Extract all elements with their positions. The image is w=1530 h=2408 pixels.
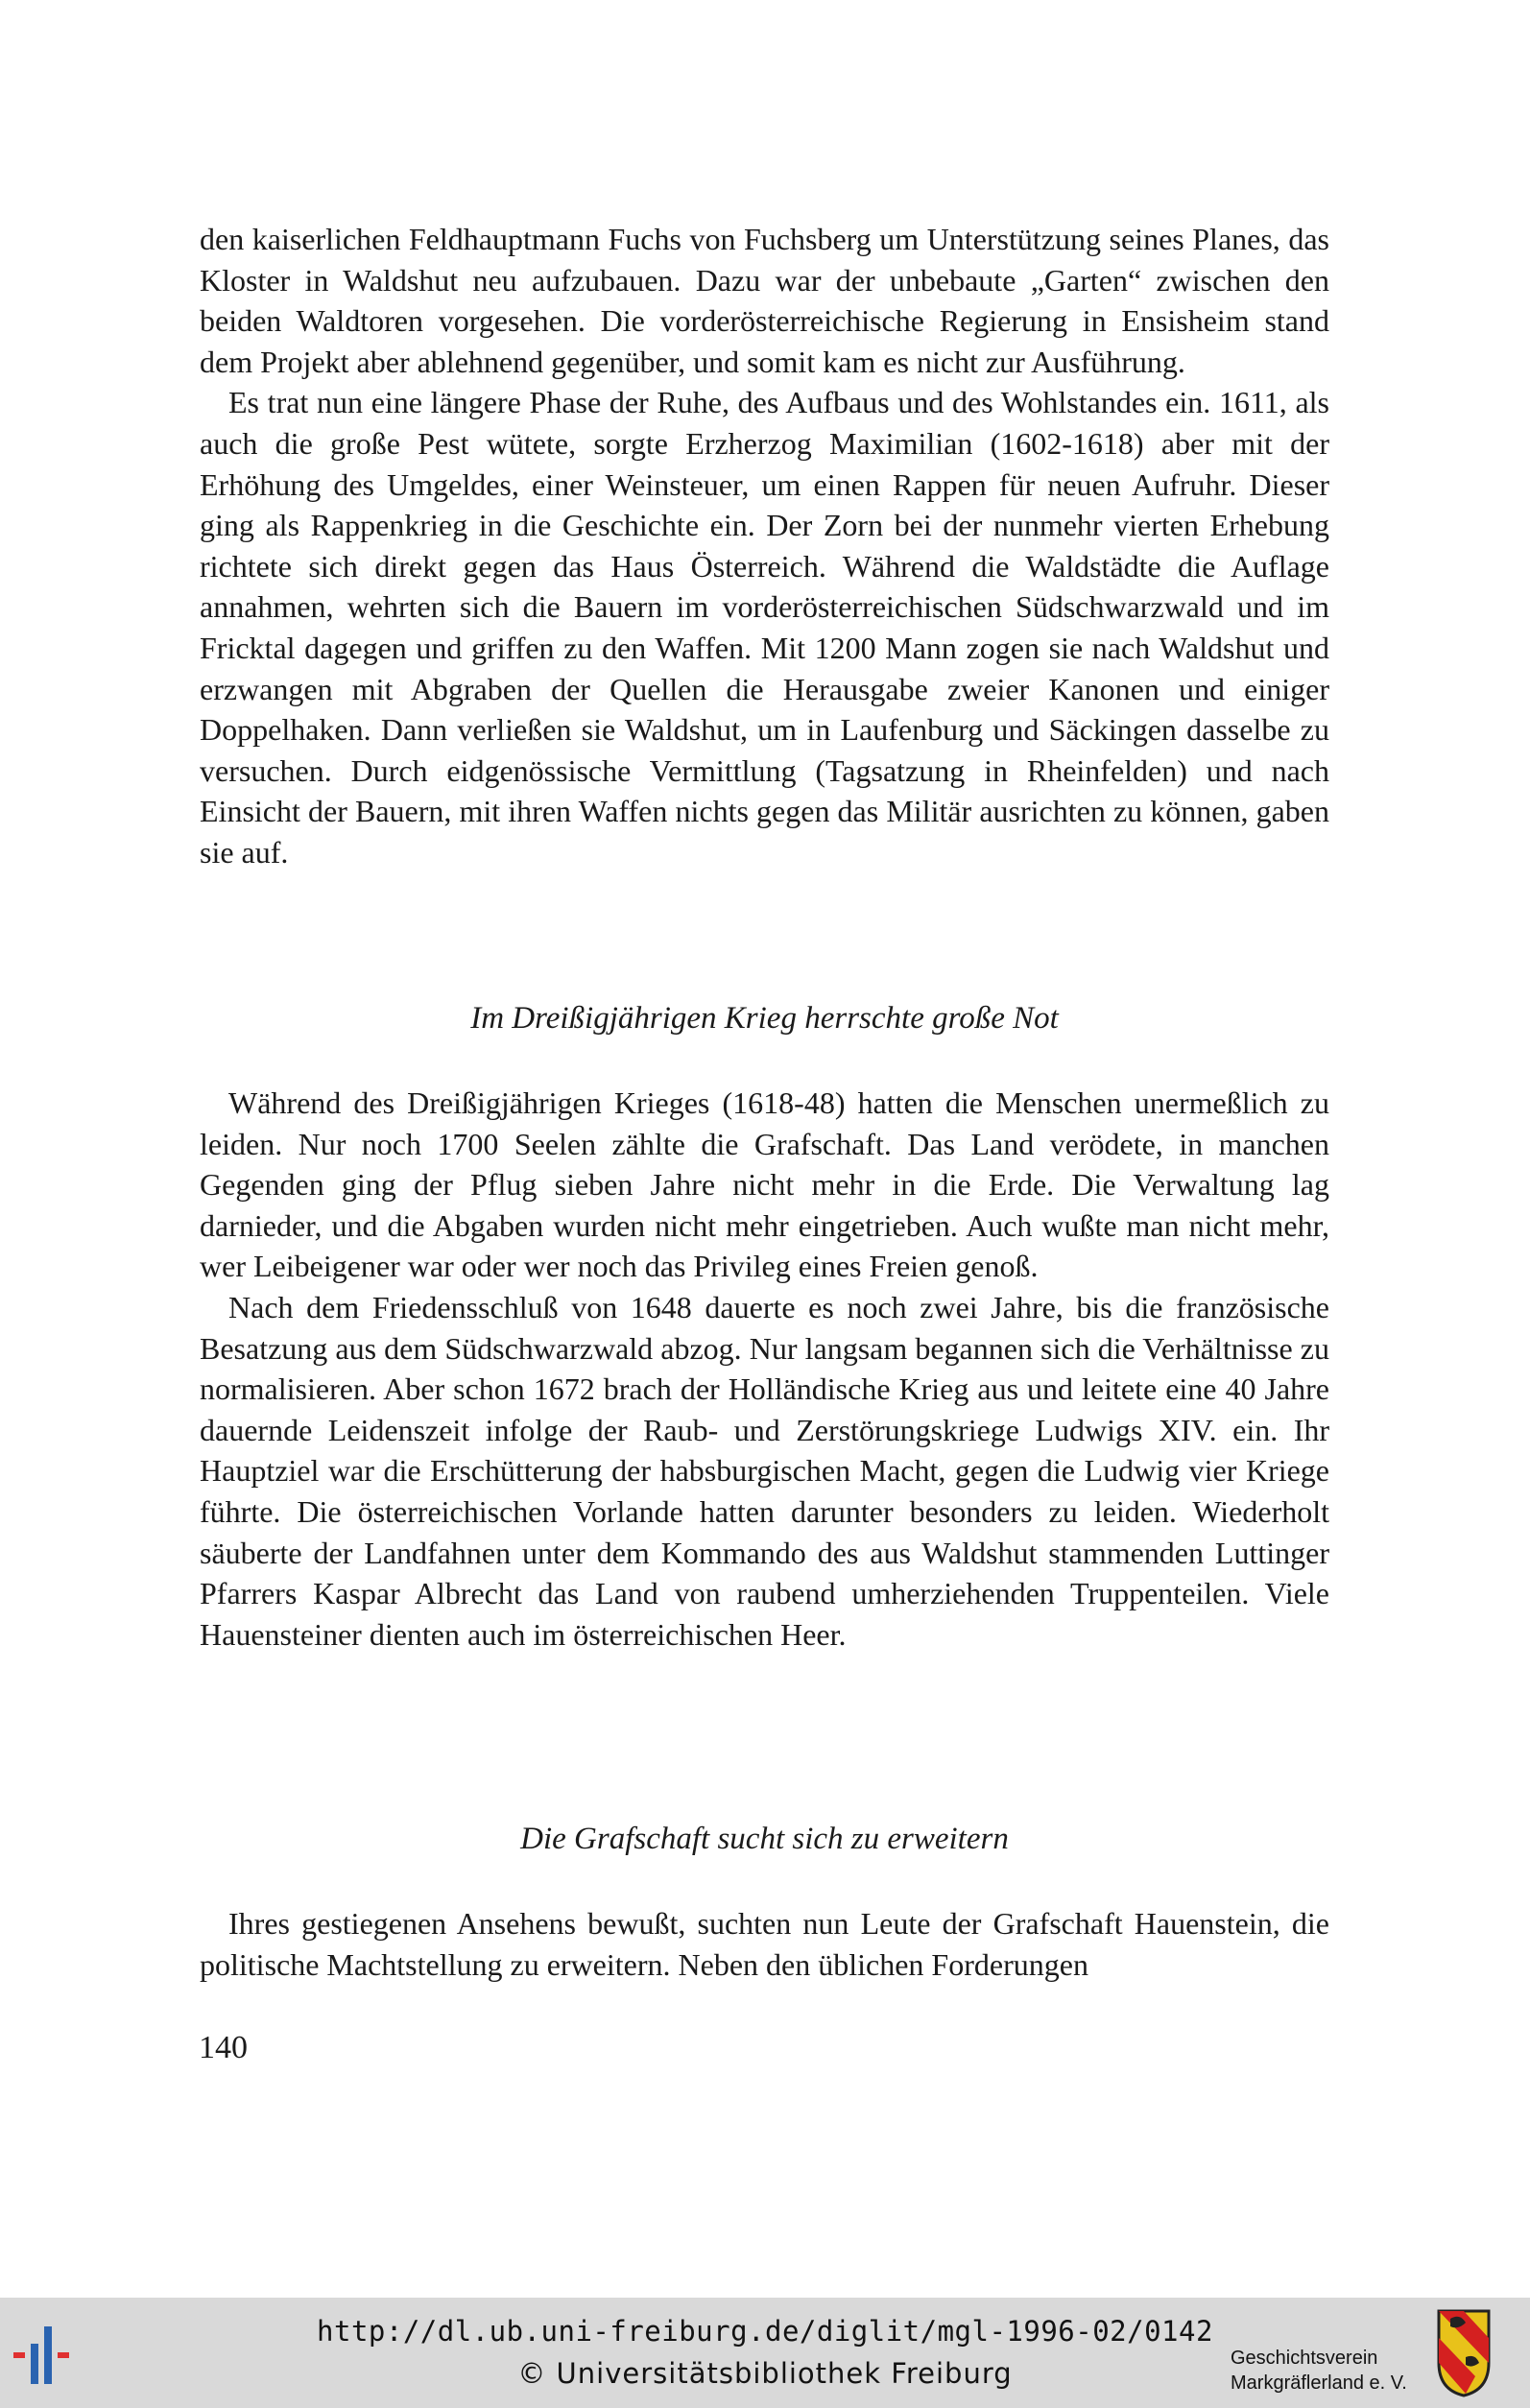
paragraph: Während des Dreißigjährigen Krieges (1618-48) hatten die Menschen unermeßlich zu leiden. Nur noch 1700 Seelen zählte die Grafschaft. Das Land verödete, in manchen Gegenden ging der Pflug sieben Jahre nicht mehr in die Erde. Die Verwaltung lag darnieder, und die Abgaben wurden nicht mehr eingetrieben. Auch wußte man nicht mehr, wer Leibeigener war oder wer noch das Privileg eines Freien genoß. [200, 1085, 1329, 1284]
source-url-link[interactable]: http://dl.ub.uni-freiburg.de/diglit/mgl-1996-02/0142 [317, 2315, 1213, 2348]
paragraph: Ihres gestiegenen Ansehens bewußt, suchten nun Leute der Grafschaft Hauenstein, die politische Machtstellung zu erweitern. Neben den üblichen Forderungen [200, 1906, 1329, 1982]
paragraph: den kaiserlichen Feldhauptmann Fuchs von Fuchsberg um Unterstützung seines Planes, das Kloster in Waldshut neu aufzubauen. Dazu war der unbebaute „Garten“ zwischen den beiden Waldtoren vorgesehen. Die vorderösterreichische Regierung in Ensisheim stand dem Projekt aber ablehnend gegenüber, und somit kam es nicht zur Ausführung. [200, 222, 1329, 379]
coat-of-arms-icon [1437, 2309, 1491, 2397]
section-heading: Im Dreißigjährigen Krieg herrschte große Not [470, 1001, 1059, 1036]
paragraph: Nach dem Friedensschluß von 1648 dauerte es noch zwei Jahre, bis die französische Besatzung aus dem Südschwarzwald abzog. Nur langsam begannen sich die Verhältnisse zu normalisieren. Aber schon 1672 brach der Holländische Krieg aus und leitete eine 40 Jahre dauernde Leidenszeit infolge der Raub- und Zerstörungskriege Ludwigs XIV. ein. Ihr Hauptziel war die Erschütterung der habsburgischen Macht, gegen die Ludwig vier Kriege führte. Die österreichischen Vorlande hatten darunter besonders zu leiden. Wiederholt säuberte der Landfahnen unter dem Kommando des aus Waldshut stammenden Luttinger Pfarrers Kaspar Albrecht das Land von raubend umherziehenden Truppenteilen. Viele Hauensteiner dienten auch im österreichischen Heer. [200, 1289, 1329, 1652]
page-number: 140 [199, 2030, 248, 2065]
society-name [1231, 2346, 1407, 2396]
footer-bar [0, 2298, 1530, 2408]
paragraph: Es trat nun eine längere Phase der Ruhe, des Aufbaus und des Wohlstandes ein. 1611, als auch die große Pest wütete, sorgte Erzherzog Maximilian (1602-1618) aber mit der Erhöhung des Umgeldes, einer Weinsteuer, um einen Rappen für neuen Aufruhr. Dieser ging als Rappenkrieg in die Geschichte ein. Der Zorn bei der nunmehr vierten Erhebung richtete sich direkt gegen das Haus Österreich. Während die Waldstädte die Auflage annahmen, wehrten sich die Bauern im vorderösterreichischen Südschwarzwald und im Fricktal dagegen und griffen zu den Waffen. Mit 1200 Mann zogen sie nach Waldshut und erzwangen mit Abgraben der Quellen die Herausgabe zweier Kanonen und einiger Doppelhaken. Dann verließen sie Waldshut, um in Laufenburg und Säckingen dasselbe zu versuchen. Durch eidgenössische Vermittlung (Tagsatzung in Rheinfelden) und nach Einsicht der Bauern, mit ihren Waffen nichts gegen das Militär ausrichten zu können, gaben sie auf. [200, 385, 1329, 870]
section-heading: Die Grafschaft sucht sich zu erweitern [520, 1822, 1009, 1856]
text-section-top [200, 219, 1329, 873]
society-name-line-2: Markgräflerland e. V. [1231, 2372, 1407, 2394]
copyright-notice: © Universitätsbibliothek Freiburg [517, 2357, 1013, 2390]
text-section-bottom [200, 1903, 1329, 1985]
text-section-middle [200, 1083, 1329, 1655]
society-name-line-1: Geschichtsverein [1231, 2348, 1378, 2369]
